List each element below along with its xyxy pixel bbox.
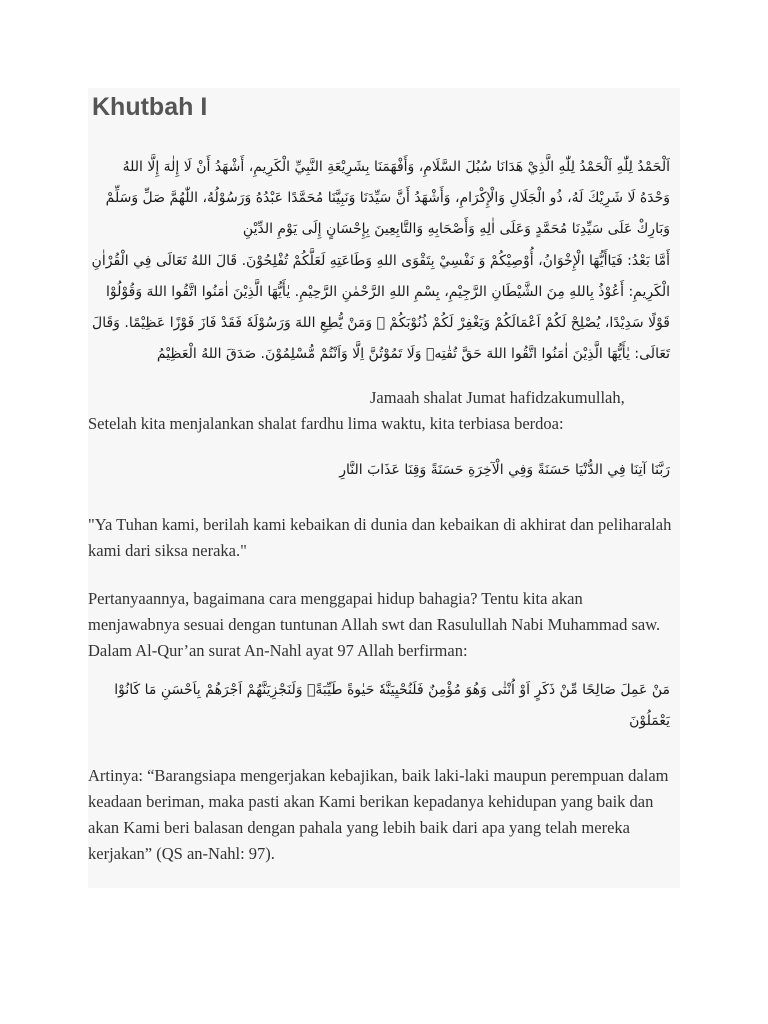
pertanyaan-paragraph: Pertanyaannya, bagaimana cara menggapai hidup bahagia? Tentu kita akan menjawabnya sesuai dengan tuntunan Allah swt dan Rasulullah Nabi Muhammad saw. Dalam Al-Qur’an surat An-Nahl ayat 97 Allah berfirman: xyxy=(88,589,661,660)
artinya-paragraph: Artinya: “Barangsiapa mengerjakan kebajikan, baik laki-laki maupun perempuan dalam keadaan beriman, maka pasti akan Kami berikan kepadanya kehidupan yang baik dan akan Kami beri balasan dengan pahala yang lebih baik dari apa yang telah mereka kerjakan” (QS an-Nahl: 97). xyxy=(88,766,669,863)
jamaah-greeting: Jamaah shalat Jumat hafidzakumullah, xyxy=(370,388,625,407)
amma-badu-arabic-paragraph: أَمَّا بَعْدُ: فَيَاأَيُّهَا الْإِخْوَانُ، أُوْصِيْكُمْ وَ نَفْسِيْ بِتَقْوَى اللهِ وَطَاعَتِهِ لَعَلَّكُمْ تُفْلِحُوْنَ. قَالَ اللهُ تَعَالَى فِي الْقُرْاٰنِ الْكَرِيمِ: أَعُوْذُ بِاللهِ مِنَ الشَّيْطَانِ الرَّجِيْمِ، بِسْمِ اللهِ الرَّحْمٰنِ الرَّحِيْمِ. يٰأَيُّهَا الَّذِيْنَ اٰمَنُوا اتَّقُوا اللهَ وَقُوْلُوْا قَوْلًا سَدِيْدًا، يُصْلِحْ لَكُمْ اَعْمَالَكُمْ وَيَغْفِرْ لَكُمْ ذُنُوْبَكُمْ ۗ وَمَنْ يُّطِعِ اللهَ وَرَسُوْلَهٗ فَقَدْ فَازَ فَوْزًا عَظِيْمًا. وَقَالَ تَعَالَى: يٰأَيُّهَا الَّذِيْنَ اٰمَنُوا اتَّقُوا اللهَ حَقَّ تُقٰتِهٖ وَلَا تَمُوْتُنَّ اِلَّا وَاَنْتُمْ مُّسْلِمُوْنَ. صَدَقَ اللهُ الْعَظِيْمُ xyxy=(91,253,670,362)
opening-arabic-paragraph: اَلْحَمْدُ لِلّٰهِ اَلْحَمْدُ لِلّٰهِ الَّذِيْ هَدَانَا سُبُلَ السَّلَامِ، وَأَفْهَمَنَا بِشَرِيْعَةِ النَّبِيِّ الْكَرِيمِ، أَشْهَدُ أَنْ لَا إِلٰهَ إِلَّا اللهُ وَحْدَهُ لَا شَرِيْكَ لَهُ، ذُو الْجَلَالِ وَالْإِكْرَامِ، وَأَشْهَدُ أَنَّ سَيِّدَنَا وَنَبِيَّنَا مُحَمَّدًا عَبْدُهُ وَرَسُوْلُهُ، اللّٰهُمَّ صَلِّ وَسَلِّمْ وَبَارِكْ عَلَى سَيِّدِنَا مُحَمَّدٍ وَعَلَى اٰلِهِ وَأَصْحَابِهِ وَالتَّابِعِينَ بِإِحْسَانٍ إِلَى يَوْمِ الدِّيْنِ xyxy=(105,159,670,237)
ayat-an-nahl-arabic: مَنْ عَمِلَ صَالِحًا مِّنْ ذَكَرٍ اَوْ اُنْثٰى وَهُوَ مُؤْمِنٌ فَلَنُحْيِيَنَّهٗ حَيٰوةً طَيِّبَةًۚ وَلَنَجْزِيَنَّهُمْ اَجْرَهُمْ بِاَحْسَنِ مَا كَانُوْا يَعْمَلُوْنَ xyxy=(114,682,670,729)
setelah-paragraph: Setelah kita menjalankan shalat fardhu lima waktu, kita terbiasa berdoa: xyxy=(88,414,564,433)
page-title: Khutbah I xyxy=(92,93,208,121)
doa-arabic: رَبَّنَا آتِنَا فِي الدُّنْيَا حَسَنَةً وَفِي الْآخِرَةِ حَسَنَةً وَقِنَا عَذَابَ النَّارِ xyxy=(339,462,670,478)
khutbah-content xyxy=(88,88,680,888)
doa-translation: "Ya Tuhan kami, berilah kami kebaikan di dunia dan kebaikan di akhirat dan peliharalah kami dari siksa neraka." xyxy=(88,515,672,560)
